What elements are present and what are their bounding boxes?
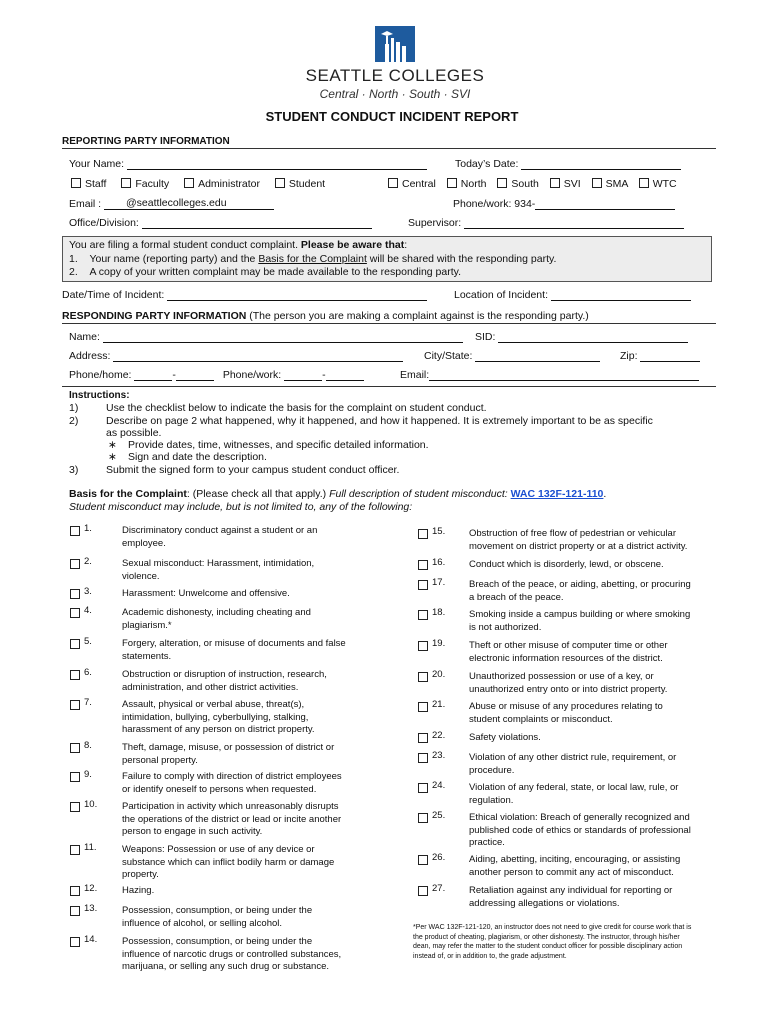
checklist-item: [122, 885, 154, 898]
checklist-item: [469, 559, 664, 572]
checklist-item-line: Ethical violation: Breach of generally recognized and: [469, 812, 690, 823]
resp-zip-row: [620, 349, 700, 362]
resp-address-input[interactable]: [113, 349, 403, 362]
checklist-item-line: another person to commit any act of misconduct.: [469, 866, 674, 878]
checklist-item: [469, 701, 663, 726]
resp-phone-home-input-1[interactable]: [134, 368, 172, 381]
checklist-item: [469, 671, 667, 696]
incident-datetime-input[interactable]: [167, 288, 427, 301]
checklist-item: [469, 640, 668, 665]
resp-zip-label: Zip:: [620, 350, 638, 362]
checklist-item: [122, 638, 346, 663]
checklist-item-line: employee.: [122, 537, 166, 549]
role-faculty[interactable]: Faculty: [121, 178, 169, 190]
checklist-item: [469, 732, 541, 745]
supervisor-label: Supervisor:: [408, 217, 462, 229]
checklist-item-line: Theft or other misuse of computer time or other: [469, 640, 668, 651]
checklist-item: [122, 525, 317, 550]
role-staff[interactable]: Staff: [71, 178, 106, 190]
checklist-item-line: Retaliation against any individual for reporting or: [469, 885, 673, 896]
checklist-item-line: student complaints or misconduct.: [469, 713, 613, 725]
checklist-number: 25.: [432, 810, 446, 821]
phone-work-label: Phone/work: 934-: [453, 198, 536, 210]
resp-phone-home-input-2[interactable]: [176, 368, 214, 381]
checklist-number: 1.: [84, 523, 92, 534]
checklist-item: [469, 782, 678, 807]
your-name-row: [69, 157, 427, 170]
checklist-number: 5.: [84, 636, 92, 647]
complaint-notice-box: [62, 236, 712, 282]
checklist-item: [122, 905, 312, 930]
checklist-item-line: Possession, consumption, or being under the: [122, 905, 313, 916]
checklist-number: 23.: [432, 750, 446, 761]
form-title: STUDENT CONDUCT INCIDENT REPORT: [265, 109, 519, 124]
checklist-number: 24.: [432, 780, 446, 791]
checklist-item-line: movement on district property or at a district activity.: [469, 540, 688, 552]
instructions-step-3: 3) Submit the signed form to your campus student conduct officer.: [69, 464, 400, 476]
checklist-item-line: Abuse or misuse of any procedures relating to: [469, 701, 663, 712]
checklist-item: [122, 588, 290, 601]
todays-date-label: Today’s Date:: [455, 158, 519, 170]
resp-name-label: Name:: [69, 331, 100, 343]
checkbox[interactable]: [184, 178, 194, 188]
campus-north[interactable]: North: [447, 178, 487, 190]
checklist-item: [469, 752, 676, 777]
responding-section-header: [62, 310, 589, 322]
checklist-number: 16.: [432, 557, 446, 568]
checklist-checkbox[interactable]: [70, 526, 80, 536]
checklist-item-line: property.: [122, 869, 159, 880]
resp-sid-row: [475, 330, 688, 343]
checklist-item-line: Theft, damage, misuse, or possession of district or: [122, 742, 335, 753]
role-student[interactable]: Student: [275, 178, 325, 190]
instructions-bullet-2: ∗ Sign and date the description.: [108, 451, 267, 463]
checklist-checkbox[interactable]: [418, 560, 428, 570]
checklist-checkbox[interactable]: [418, 855, 428, 865]
checklist-item-line: influence of narcotic drugs or controlled substances,: [122, 948, 342, 960]
resp-phone-work-input-2[interactable]: [326, 368, 364, 381]
basis-may-include: Student misconduct may include, but is not limited to, any of the following:: [69, 501, 413, 513]
checklist-number: 15.: [432, 526, 446, 537]
bullet-icon: ∗: [108, 451, 117, 463]
checklist-item-line: addressing allegations or violations.: [469, 897, 620, 909]
incident-location-row: [454, 288, 691, 301]
checkbox[interactable]: [388, 178, 398, 188]
supervisor-row: [408, 216, 684, 229]
responding-section-note: (The person you are making a complaint against is the responding party.): [249, 310, 589, 322]
checklist-item-line: Academic dishonesty, including cheating and: [122, 607, 311, 618]
checklist-item-line: Hazing.: [122, 885, 155, 896]
checklist-number: 17.: [432, 577, 446, 588]
your-name-label: Your Name:: [69, 158, 125, 170]
checklist-item-line: Obstruction or disruption of instruction, research,: [122, 669, 327, 680]
email-label: Email :: [69, 198, 102, 210]
checklist-number: 13.: [84, 903, 98, 914]
checklist-item-line: administration, and other district activities.: [122, 681, 299, 693]
instructions-step-2: 2) Describe on page 2 what happened, why it happened, and how it happened. It is extremely important to be as specific: [69, 415, 653, 427]
checklist-item-line: practice.: [469, 837, 505, 848]
basis-header: Basis for the Complaint: (Please check all that apply.) Full description of student misconduct: WAC 132F-121-110.: [69, 488, 607, 500]
checklist-number: 19.: [432, 638, 446, 649]
checklist-item: [122, 771, 342, 796]
checklist-item-line: published code of ethics or standards of professional: [469, 824, 691, 836]
checklist-item-line: Assault, physical or verbal abuse, threat(s),: [122, 699, 305, 710]
checklist-item: [469, 854, 680, 879]
checklist-number: 7.: [84, 697, 92, 708]
checklist-number: 4.: [84, 605, 92, 616]
checklist-number: 21.: [432, 699, 446, 710]
resp-sid-input[interactable]: [498, 330, 688, 343]
supervisor-input[interactable]: [464, 216, 684, 229]
checklist-item-line: or identify oneself to persons when requested.: [122, 783, 317, 795]
checklist-number: 6.: [84, 667, 92, 678]
checklist-number: 27.: [432, 883, 446, 894]
checklist-item-line: electronic information resources of the district.: [469, 652, 663, 664]
checklist-checkbox[interactable]: [418, 783, 428, 793]
checklist-item-line: personal property.: [122, 754, 198, 766]
phone-work-input[interactable]: [535, 197, 675, 210]
email-row: [69, 197, 274, 210]
resp-email-row: [400, 368, 699, 381]
resp-phone-home-label: Phone/home:: [69, 369, 132, 381]
checklist-item-line: Forgery, alteration, or misuse of documents and false: [122, 638, 346, 649]
checklist-item: [469, 609, 690, 634]
checklist-number: 3.: [84, 586, 92, 597]
your-name-input[interactable]: [127, 157, 427, 170]
notice-item-2: 2. A copy of your written complaint may be made available to the responding party.: [69, 266, 462, 278]
checklist-checkbox[interactable]: [70, 670, 80, 680]
checklist-checkbox[interactable]: [70, 639, 80, 649]
email-input[interactable]: [104, 197, 274, 210]
resp-phone-work-label: Phone/work:: [222, 369, 282, 381]
incident-datetime-row: [62, 288, 427, 301]
resp-sid-label: SID:: [475, 331, 496, 343]
resp-city-label: City/State:: [424, 350, 473, 362]
checklist-item-line: Safety violations.: [469, 732, 541, 743]
checklist-item: [122, 669, 327, 694]
checklist-checkbox[interactable]: [70, 845, 80, 855]
checklist-number: 11.: [84, 842, 97, 853]
responding-section-rule: [62, 323, 716, 324]
checklist-item-line: substance which can inflict bodily harm or damage: [122, 856, 335, 868]
checklist-number: 10.: [84, 799, 98, 810]
checklist-item-line: marijuana, or selling any such drug or substance.: [122, 961, 330, 972]
space-needle-skyline-icon: [375, 26, 415, 62]
resp-email-input[interactable]: [429, 368, 699, 381]
bullet-icon: ∗: [108, 439, 117, 451]
instructions-step-1: 1) Use the checklist below to indicate the basis for the complaint on student conduct.: [69, 402, 487, 414]
campus-list: Central · North · South · SVI: [319, 87, 471, 101]
campus-sma[interactable]: SMA: [592, 178, 628, 190]
email-domain: @seattlecolleges.edu: [126, 197, 227, 209]
checklist-item-line: Smoking inside a campus building or where smoking: [469, 609, 691, 620]
checklist-item: [122, 699, 315, 737]
seattle-colleges-logo: [375, 26, 415, 62]
campus-south[interactable]: South: [497, 178, 538, 190]
checkbox[interactable]: [447, 178, 457, 188]
checklist-item-line: Breach of the peace, or aiding, abetting, or procuring: [469, 579, 691, 590]
checklist-item-line: statements.: [122, 650, 172, 662]
checklist-number: 18.: [432, 607, 446, 618]
checklist-item-line: Participation in activity which unreasonably disrupts: [122, 801, 339, 812]
checklist-item-line: a breach of the peace.: [469, 591, 564, 603]
phone-work-row: [453, 197, 675, 210]
todays-date-row: [455, 157, 681, 170]
resp-phone-row: Phone/home: - Phone/work: -: [69, 368, 364, 381]
office-label: Office/Division:: [69, 217, 139, 229]
checklist-number: 14.: [84, 934, 98, 945]
checklist-item-line: Violation of any other district rule, requirement, or: [469, 752, 677, 763]
footnote: *Per WAC 132F-121-120, an instructor does not need to give credit for course work that is the product of cheating, plagiarism, or other dishonesty. The instructor, through his/her dean, may refer the matter to the student conduct officer for possible disciplinary action instead of, or in addition to, the grade adjustment.: [413, 924, 692, 960]
checklist-item-line: unauthorized entry onto or into district property.: [469, 683, 668, 695]
checklist-item-line: violence.: [122, 570, 160, 582]
checklist-item: [469, 812, 691, 850]
incident-location-input[interactable]: [551, 288, 691, 301]
checklist-checkbox[interactable]: [418, 580, 428, 590]
checklist-checkbox[interactable]: [418, 733, 428, 743]
resp-city-row: [424, 349, 600, 362]
office-row: [69, 216, 372, 229]
checklist-item-line: Harassment: Unwelcome and offensive.: [122, 588, 290, 599]
checklist-item-line: harassment of any person on district property.: [122, 724, 315, 735]
checklist-number: 26.: [432, 852, 446, 863]
checklist-checkbox[interactable]: [70, 772, 80, 782]
checklist-number: 8.: [84, 740, 92, 751]
checklist-checkbox[interactable]: [70, 559, 80, 569]
checklist-item-line: Weapons: Possession or use of any device or: [122, 844, 315, 855]
checklist-number: 20.: [432, 669, 446, 680]
checklist-number: 22.: [432, 730, 446, 741]
checklist-item-line: person to engage in such activity.: [122, 826, 263, 837]
checklist-checkbox[interactable]: [418, 529, 428, 539]
checkbox[interactable]: [121, 178, 131, 188]
checklist-item-line: Possession, consumption, or being under the: [122, 936, 313, 947]
checkbox[interactable]: [71, 178, 81, 188]
checklist-item: [122, 801, 341, 839]
office-input[interactable]: [142, 216, 372, 229]
checklist-number: 12.: [84, 883, 98, 894]
checklist-item-line: is not authorized.: [469, 621, 542, 633]
resp-zip-input[interactable]: [640, 349, 700, 362]
checklist-checkbox[interactable]: [418, 886, 428, 896]
checkbox[interactable]: [275, 178, 285, 188]
checkbox[interactable]: [639, 178, 649, 188]
incident-datetime-label: Date/Time of Incident:: [62, 289, 165, 301]
checklist-item-line: Discriminatory conduct against a student or an: [122, 525, 318, 536]
checklist-item-line: influence of alcohol, or selling alcohol.: [122, 917, 283, 929]
checklist-item-line: Aiding, abetting, inciting, encouraging, or assisting: [469, 854, 681, 865]
checklist-checkbox[interactable]: [418, 813, 428, 823]
checklist-checkbox[interactable]: [418, 702, 428, 712]
checklist-item: [122, 558, 314, 583]
org-name: SEATTLE COLLEGES: [305, 66, 485, 85]
checklist-checkbox[interactable]: [70, 608, 80, 618]
checklist-item: [122, 844, 334, 882]
checklist-checkbox[interactable]: [418, 610, 428, 620]
checklist-item-line: procedure.: [469, 764, 515, 776]
role-checkboxes: [71, 178, 325, 190]
resp-city-input[interactable]: [475, 349, 600, 362]
checklist-item-line: Unauthorized possession or use of a key, or: [469, 671, 654, 682]
checklist-number: 2.: [84, 556, 92, 567]
checklist-item-line: Sexual misconduct: Harassment, intimidation,: [122, 558, 315, 569]
checklist-item: [469, 885, 672, 910]
reporting-section-title: REPORTING PARTY INFORMATION: [62, 136, 230, 147]
checklist-item: [122, 742, 334, 767]
checklist-item-line: plagiarism.*: [122, 619, 172, 631]
responding-section-title: RESPONDING PARTY INFORMATION: [62, 310, 247, 322]
checklist-checkbox[interactable]: [70, 886, 80, 896]
todays-date-input[interactable]: [521, 157, 681, 170]
checklist-item: [122, 936, 341, 974]
checklist-item-line: the operations of the district or lead or incite another: [122, 813, 342, 825]
checkbox[interactable]: [497, 178, 507, 188]
checklist-checkbox[interactable]: [70, 906, 80, 916]
resp-name-input[interactable]: [103, 330, 463, 343]
checklist-item-line: intimidation, bullying, cyberbullying, stalking,: [122, 711, 309, 723]
campus-wtc[interactable]: WTC: [639, 178, 677, 190]
notice-item-1: 1. Your name (reporting party) and the Basis for the Complaint will be shared with the responding party.: [69, 252, 557, 265]
checklist-item-line: Conduct which is disorderly, lewd, or obscene.: [469, 559, 664, 570]
resp-address-row: [69, 349, 403, 362]
checklist-item: [122, 607, 311, 632]
checkbox[interactable]: [592, 178, 602, 188]
resp-address-label: Address:: [69, 350, 111, 362]
notice-line-1: You are filing a formal student conduct complaint. Please be aware that:: [69, 239, 408, 251]
checklist-item-line: Violation of any federal, state, or local law, rule, or: [469, 782, 679, 793]
checklist-number: 9.: [84, 769, 92, 780]
checklist-checkbox[interactable]: [70, 802, 80, 812]
campus-central[interactable]: Central: [388, 178, 436, 190]
incident-location-label: Location of Incident:: [454, 289, 548, 301]
resp-phone-work-input-1[interactable]: [284, 368, 322, 381]
checklist-checkbox[interactable]: [70, 743, 80, 753]
resp-name-row: [69, 330, 463, 343]
checklist-checkbox[interactable]: [418, 753, 428, 763]
checklist-item: [469, 579, 691, 604]
wac-link[interactable]: WAC 132F-121-110: [510, 488, 604, 500]
checklist-checkbox[interactable]: [70, 937, 80, 947]
checklist-checkbox[interactable]: [70, 589, 80, 599]
responding-section-bottom-rule: [62, 386, 716, 387]
checklist-item-line: Failure to comply with direction of district employees: [122, 771, 342, 782]
campus-checkboxes: [388, 178, 677, 190]
basis-title: Basis for the Complaint: [69, 488, 187, 500]
checklist-item-line: Obstruction of free flow of pedestrian or vehicular: [469, 528, 676, 539]
instructions-step-2-cont: as possible.: [106, 427, 162, 439]
instructions-title: Instructions:: [69, 390, 130, 401]
checklist-item: [469, 528, 687, 553]
role-administrator[interactable]: Administrator: [184, 178, 260, 190]
basis-link-text: Basis for the Complaint: [258, 252, 367, 265]
reporting-section-rule: [62, 148, 716, 149]
checklist-item-line: regulation.: [469, 794, 514, 806]
resp-email-label: Email:: [400, 369, 430, 381]
checklist-checkbox[interactable]: [70, 700, 80, 710]
checklist-checkbox[interactable]: [418, 672, 428, 682]
checkbox[interactable]: [550, 178, 560, 188]
checklist-checkbox[interactable]: [418, 641, 428, 651]
instructions-bullet-1: ∗ Provide dates, time, witnesses, and specific detailed information.: [108, 439, 429, 451]
campus-svi[interactable]: SVI: [550, 178, 581, 190]
